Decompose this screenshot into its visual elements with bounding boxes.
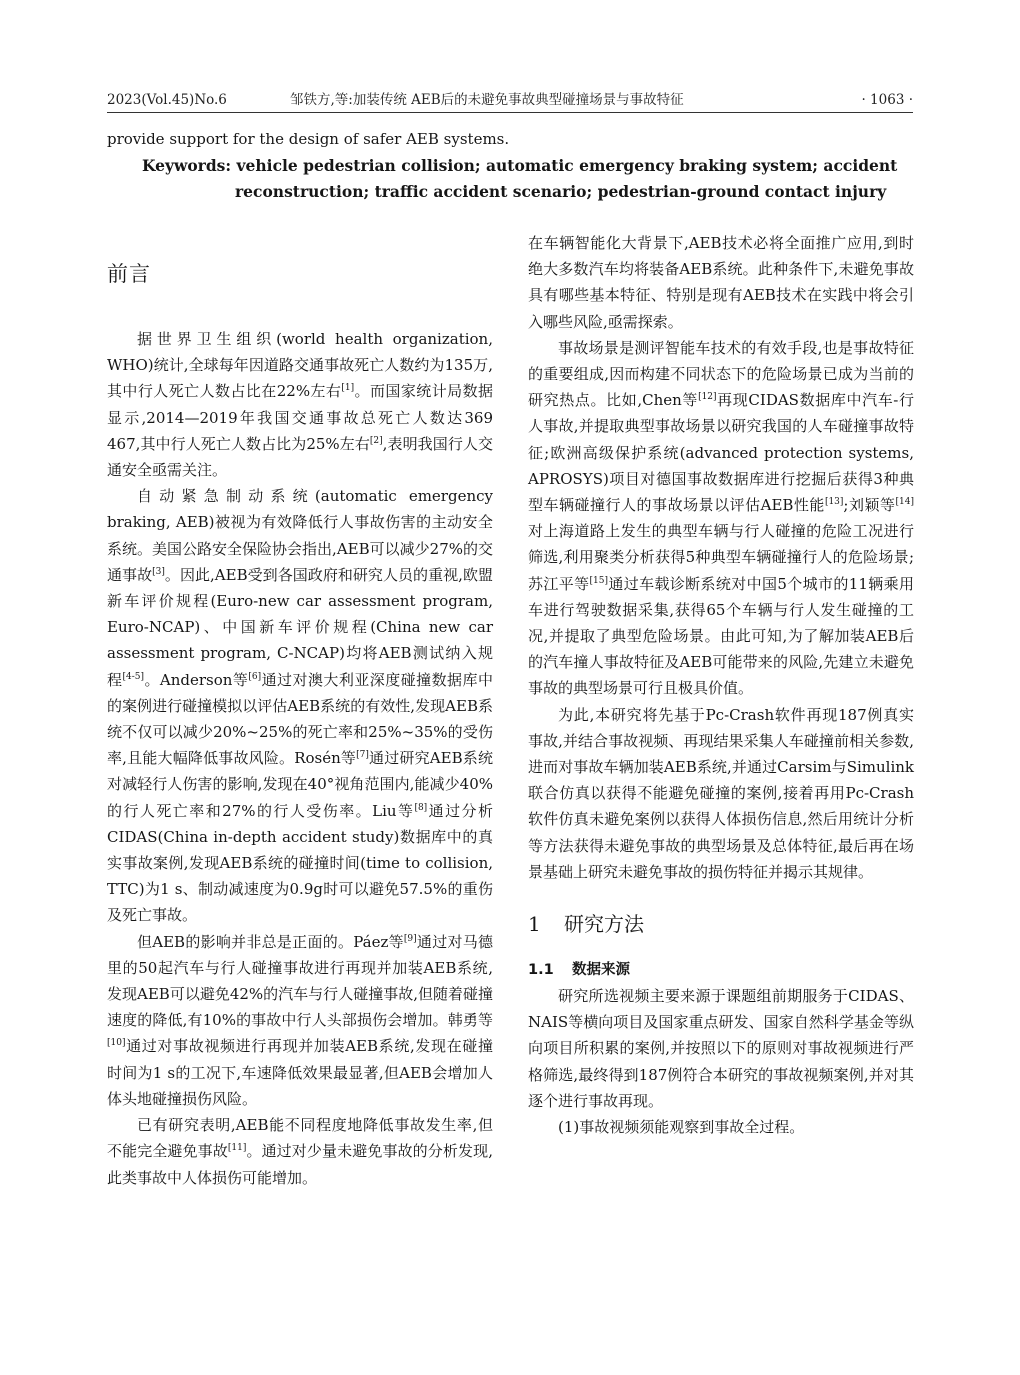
paragraph: 据世界卫生组织(world health organization, WHO)统计,全球每年因道路交通事故死亡人数约为135万,其中行人死亡人数占比在22%左右[1]。而国家统计局数据显示,2014—2019年我国交通事故总死亡人数达369 467,其中行人死亡人数占比为25%左右[2],表明我国行人交通安全亟需关注。 xyxy=(107,330,493,480)
left-column xyxy=(107,230,493,1191)
keywords-line2: reconstruction; traffic accident scenario; pedestrian-ground contact injury xyxy=(235,182,887,201)
citation: [12] xyxy=(698,392,717,403)
keywords-label: Keywords: xyxy=(142,156,232,175)
right-column xyxy=(528,230,914,1140)
citation: [10] xyxy=(107,1038,126,1049)
journal-issue: 2023(Vol.45)No.6 xyxy=(107,92,227,108)
citation: [8] xyxy=(414,802,428,813)
citation: [7] xyxy=(356,750,369,761)
running-header xyxy=(107,88,913,112)
citation: [2] xyxy=(369,435,383,446)
list-item: (1)事故视频须能观察到事故全过程。 xyxy=(558,1118,805,1137)
paragraph: 事故场景是测评智能车技术的有效手段,也是事故特征的重要组成,因而构建不同状态下的危险场景已成为当前的研究热点。比如,Chen等[12]再现CIDAS数据库中汽车-行人事故,并提取典型事故场景以研究我国的人车碰撞事故特征;欧洲高级保护系统(advanced protection systems, APROSYS)项目对德国事故数据库进行挖掘后获得3种典型车辆碰撞行人的事故场景以评估AEB性能[13];刘颖等[14]对上海道路上发生的典型车辆与行人碰撞的危险工况进行筛选,利用聚类分析获得5种典型车辆碰撞行人的危险场景;苏江平等[15]通过车载诊断系统对中国5个城市的11辆乘用车进行驾驶数据采集,获得65个车辆与行人发生碰撞的工况,并提取了典型危险场景。由此可知,为了解加装AEB后的汽车撞人事故特征及AEB可能带来的风险,先建立未避免事故的典型场景可行且极具价值。 xyxy=(528,338,915,698)
citation: [6] xyxy=(248,671,262,682)
section-title-preface: 前言 xyxy=(107,262,151,286)
keywords xyxy=(142,153,913,205)
paragraph: 在车辆智能化大背景下,AEB技术必将全面推广应用,到时绝大多数汽车均将装备AEB系统。此种条件下,未避免事故具有哪些基本特征、特别是现有AEB技术在实践中将会引入哪些风险,亟需探索。 xyxy=(528,234,914,331)
running-title: 邹铁方,等:加装传统 AEB后的未避免事故典型碰撞场景与事故特征 xyxy=(290,92,684,108)
citation: [14] xyxy=(895,497,914,508)
paragraph: 为此,本研究将先基于Pc-Crash软件再现187例真实事故,并结合事故视频、再现结果采集人车碰撞前相关参数,进而对事故车辆加装AEB系统,并通过Carsim与Simulink联合仿真以获得不能避免碰撞的案例,接着再用Pc-Crash软件仿真未避免案例以获得人体损伤信息,然后用统计分析等方法获得未避免事故的典型场景及总体特征,最后再在场景基础上研究未避免事故的损伤特征并揭示其规律。 xyxy=(528,705,914,881)
citation: [4-5] xyxy=(122,671,144,682)
citation: [3] xyxy=(152,566,165,577)
citation: [11] xyxy=(227,1143,247,1154)
keywords-line1: vehicle pedestrian collision; automatic emergency braking system; accident xyxy=(236,156,898,175)
paragraph: 但AEB的影响并非总是正面的。Páez等[9]通过对马德里的50起汽车与行人碰撞事故进行再现并加装AEB系统,发现AEB可以避免42%的汽车与行人碰撞事故,但随着碰撞速度的降低,有10%的事故中行人头部损伤会增加。韩勇等[10]通过对事故视频进行再现并加装AEB系统,发现在碰撞时间为1 s的工况下,车速降低效果最显著,但AEB会增加人体头地碰撞损伤风险。 xyxy=(107,932,493,1108)
header-rule xyxy=(107,112,913,113)
paragraph: 研究所选视频主要来源于课题组前期服务于CIDAS、NAIS等横向项目及国家重点研发、国家自然科学基金等纵向项目所积累的案例,并按照以下的原则对事故视频进行严格筛选,最终得到187例符合本研究的事故视频案例,并对其逐个进行事故再现。 xyxy=(528,987,914,1110)
subsection-title-data-source: 1.1 数据来源 xyxy=(528,962,630,979)
page-number: · 1063 · xyxy=(861,92,913,108)
paragraph: 自动紧急制动系统(automatic emergency braking, AEB)被视为有效降低行人事故伤害的主动安全系统。美国公路安全保险协会指出,AEB可以减少27%的交通事故[3]。因此,AEB受到各国政府和研究人员的重视,欧盟新车评价规程(Euro-new car assessment program, Euro-NCAP)、中国新车评价规程(China new car assessment program, C-NCAP)均将AEB测试纳入规程[4-5]。Anderson等[6]通过对澳大利亚深度碰撞数据库中的案例进行碰撞模拟以评估AEB系统的有效性,发现AEB系统不仅可以减少20%~25%的死亡率和25%~35%的受伤率,且能大幅降低事故风险。Rosén等[7]通过研究AEB系统对减轻行人伤害的影响,发现在40°视角范围内,能减少40%的行人死亡率和27%的行人受伤率。Liu等[8]通过分析CIDAS(China in-depth accident study)数据库中的真实事故案例,发现AEB系统的碰撞时间(time to collision, TTC)为1 s、制动减速度为0.9g时可以避免57.5%的重伤及死亡事故。 xyxy=(107,487,493,925)
section-title-methods: 1 研究方法 xyxy=(528,912,644,937)
citation: [1] xyxy=(341,383,355,394)
paragraph: 已有研究表明,AEB能不同程度地降低事故发生率,但不能完全避免事故[11]。通过对少量未避免事故的分析发现,此类事故中人体损伤可能增加。 xyxy=(107,1116,493,1187)
citation: [9] xyxy=(403,933,417,944)
citation: [15] xyxy=(589,575,608,586)
citation: [13] xyxy=(824,497,844,508)
abstract-tail: provide support for the design of safer AEB systems. xyxy=(107,130,510,148)
